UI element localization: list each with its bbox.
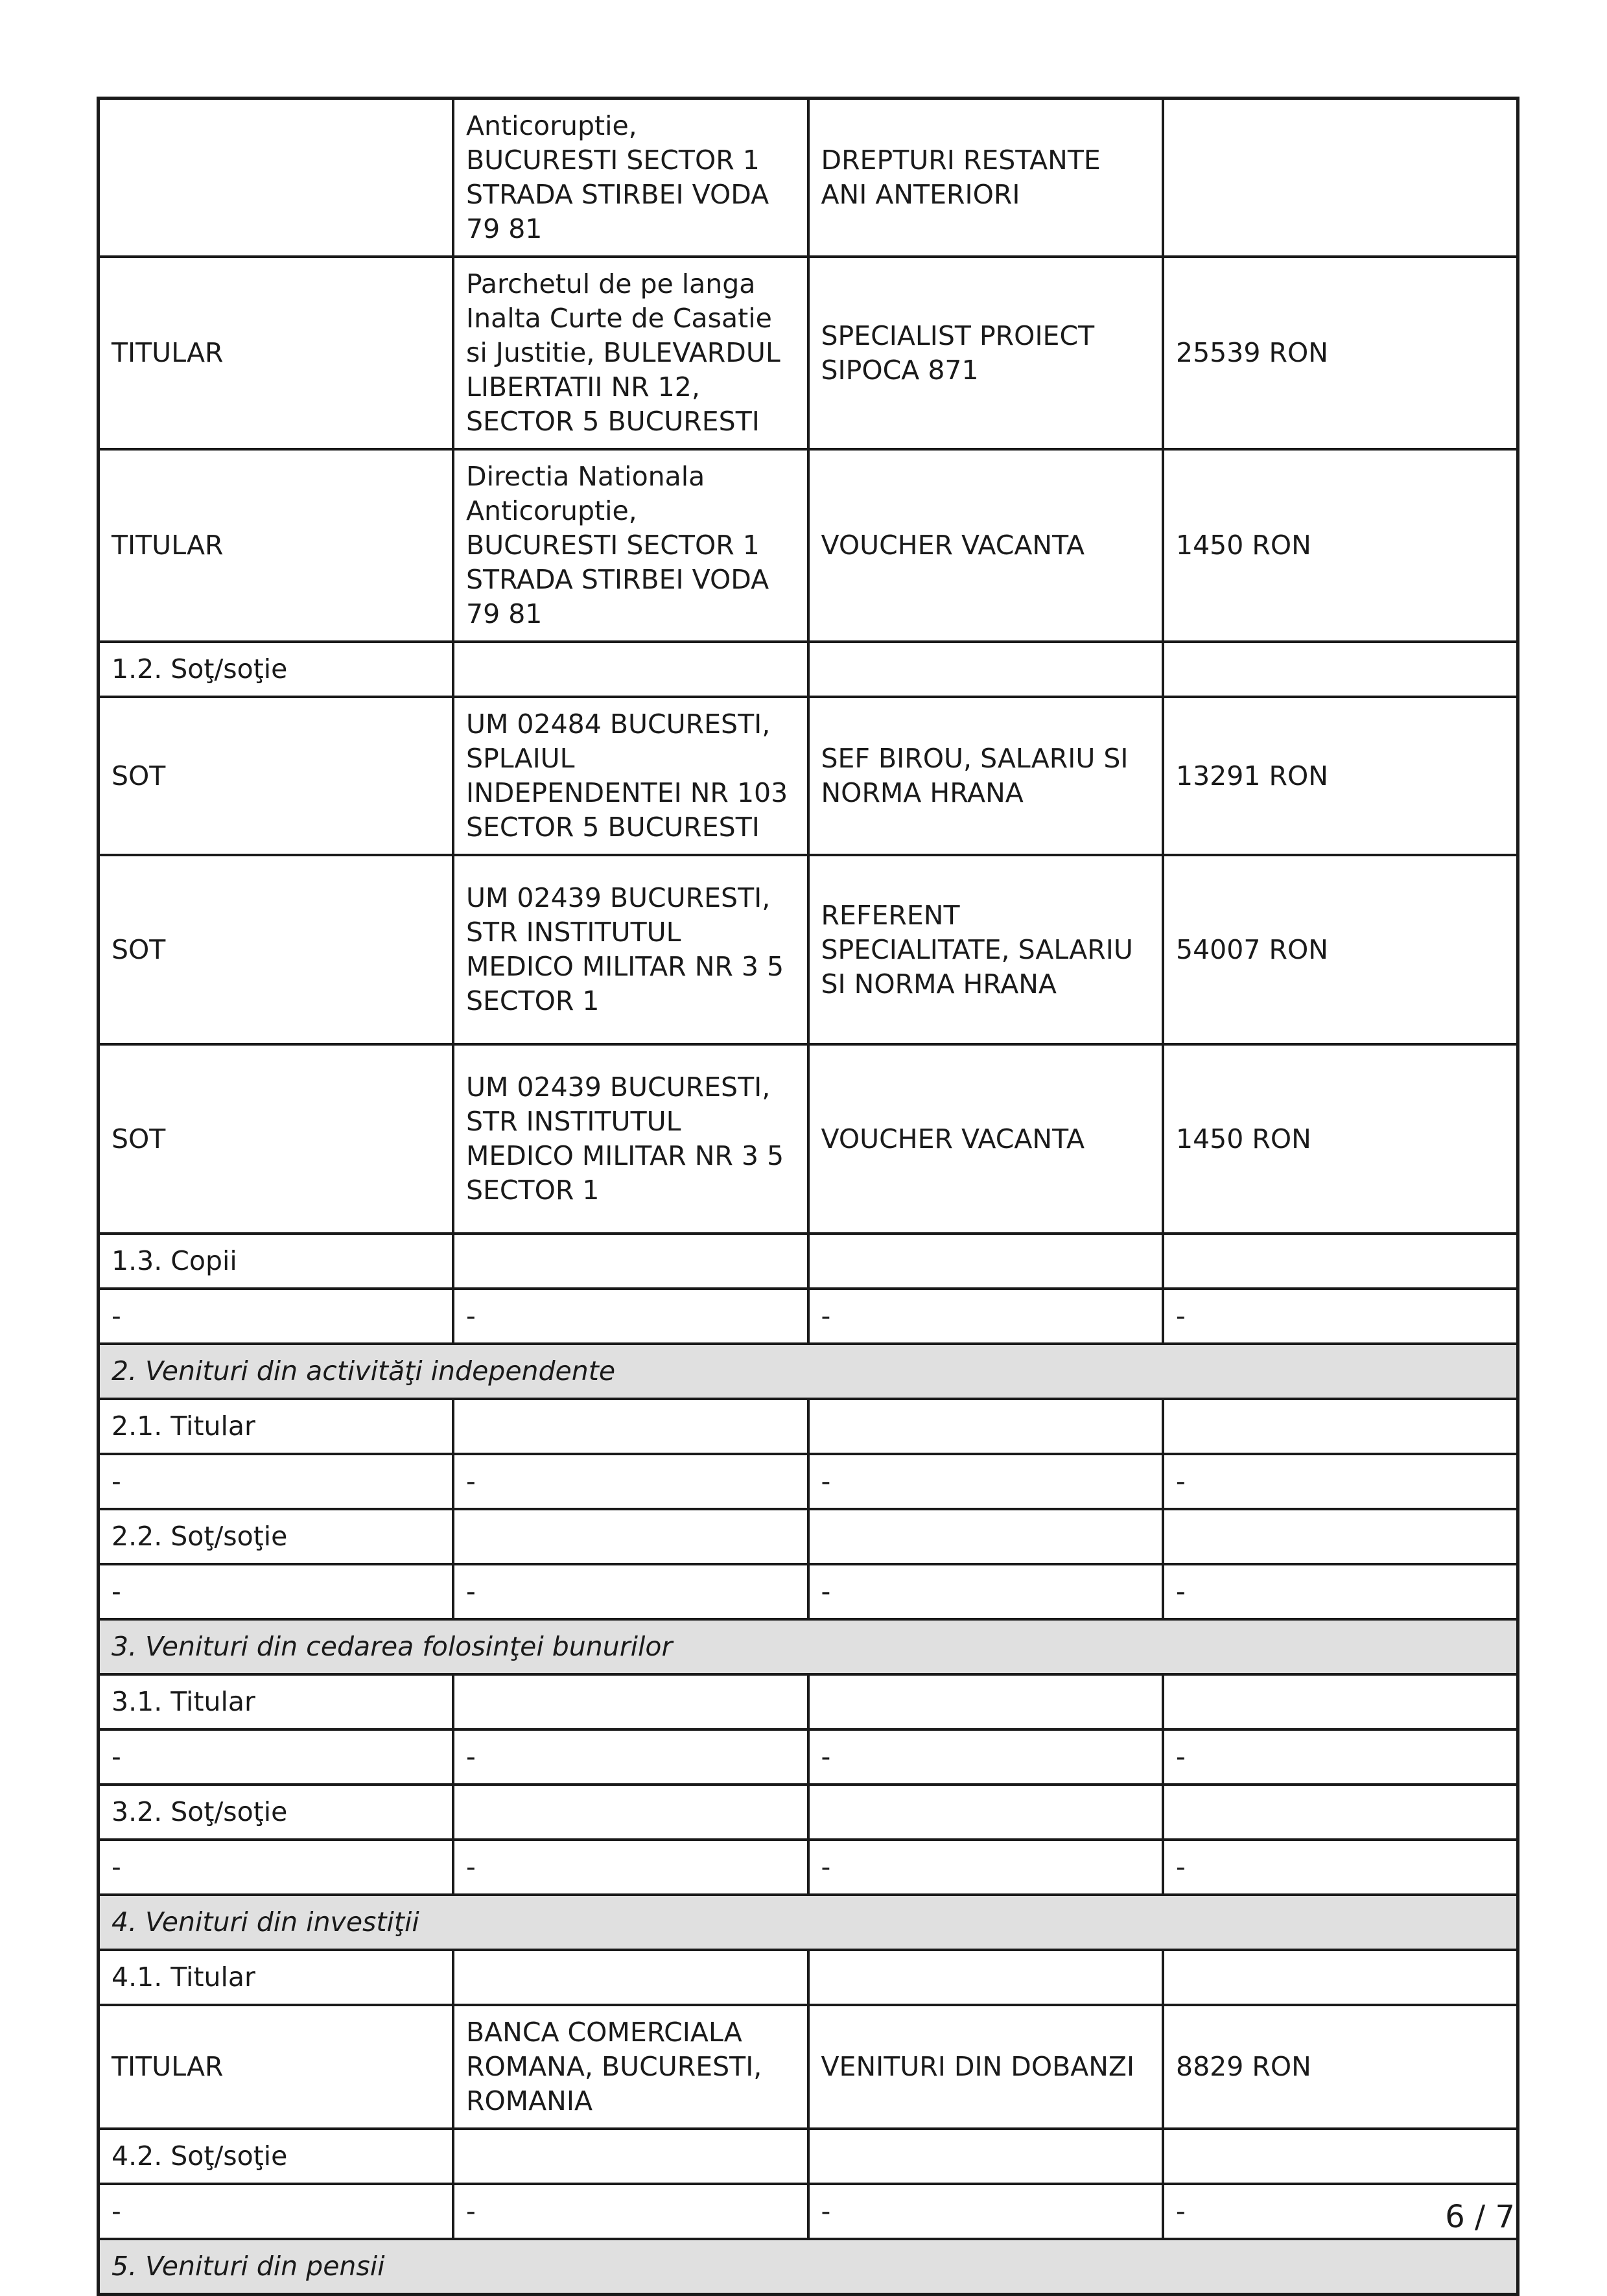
table-row [99, 1044, 1518, 1234]
subsection-row [99, 1234, 1518, 1289]
subsection-row [99, 1950, 1518, 2005]
section-heading-row [99, 1895, 1518, 1950]
amount-cell [1163, 99, 1518, 257]
source-cell: Directia Nationala Anticoruptie, BUCURESTI SECTOR 1 STRADA STIRBEI VODA 79 81 [453, 449, 808, 642]
source-cell [453, 1509, 808, 1564]
amount-cell: 1450 RON [1163, 449, 1518, 642]
amount-cell: 13291 RON [1163, 697, 1518, 855]
holder-cell: 4.2. Soţ/soţie [99, 2129, 454, 2184]
source-cell: - [453, 1729, 808, 1785]
amount-cell [1163, 1399, 1518, 1454]
holder-cell: - [99, 1840, 454, 1895]
section-heading-row [99, 1344, 1518, 1399]
service-cell [808, 2129, 1164, 2184]
amount-cell: 25539 RON [1163, 257, 1518, 449]
source-cell: - [453, 1454, 808, 1509]
amount-cell: - [1163, 1454, 1518, 1509]
amount-cell [1163, 1785, 1518, 1840]
service-cell [808, 1950, 1164, 2005]
source-cell: UM 02439 BUCURESTI, STR INSTITUTUL MEDICO MILITAR NR 3 5 SECTOR 1 [453, 855, 808, 1044]
holder-cell: 4.1. Titular [99, 1950, 454, 2005]
holder-cell: 1.3. Copii [99, 1234, 454, 1289]
holder-cell: 3.2. Soţ/soţie [99, 1785, 454, 1840]
source-cell: - [453, 1289, 808, 1344]
table-row [99, 697, 1518, 855]
service-cell: - [808, 1840, 1164, 1895]
source-cell: BANCA COMERCIALA ROMANA, BUCURESTI, ROMANIA [453, 2005, 808, 2129]
amount-cell: 54007 RON [1163, 855, 1518, 1044]
service-cell [808, 1399, 1164, 1454]
holder-cell: SOT [99, 697, 454, 855]
service-cell: DREPTURI RESTANTE ANI ANTERIORI [808, 99, 1164, 257]
holder-cell: TITULAR [99, 257, 454, 449]
page-number: 6 / 7 [1445, 2199, 1515, 2235]
income-table [97, 97, 1519, 2296]
section-heading-row [99, 1619, 1518, 1674]
subsection-row [99, 1509, 1518, 1564]
holder-cell: SOT [99, 1044, 454, 1234]
subsection-row [99, 2129, 1518, 2184]
holder-cell: - [99, 1564, 454, 1619]
service-cell: SPECIALIST PROIECT SIPOCA 871 [808, 257, 1164, 449]
table-row [99, 99, 1518, 257]
source-cell [453, 2129, 808, 2184]
service-cell: VOUCHER VACANTA [808, 449, 1164, 642]
service-cell [808, 642, 1164, 697]
table-row [99, 1454, 1518, 1509]
table-row [99, 449, 1518, 642]
source-cell: Parchetul de pe langa Inalta Curte de Casatie si Justitie, BULEVARDUL LIBERTATII NR 12, SECTOR 5 BUCURESTI [453, 257, 808, 449]
source-cell [453, 1674, 808, 1729]
service-cell: VOUCHER VACANTA [808, 1044, 1164, 1234]
service-cell: VENITURI DIN DOBANZI [808, 2005, 1164, 2129]
source-cell: Anticoruptie, BUCURESTI SECTOR 1 STRADA STIRBEI VODA 79 81 [453, 99, 808, 257]
source-cell [453, 1950, 808, 2005]
source-cell [453, 1234, 808, 1289]
holder-cell: 2.2. Soţ/soţie [99, 1509, 454, 1564]
table-row [99, 1840, 1518, 1895]
amount-cell: 8829 RON [1163, 2005, 1518, 2129]
holder-cell: - [99, 2184, 454, 2239]
amount-cell: - [1163, 2184, 1518, 2239]
holder-cell: 3.1. Titular [99, 1674, 454, 1729]
holder-cell: TITULAR [99, 2005, 454, 2129]
source-cell [453, 642, 808, 697]
service-cell: - [808, 1729, 1164, 1785]
service-cell [808, 1234, 1164, 1289]
amount-cell [1163, 1950, 1518, 2005]
amount-cell [1163, 1674, 1518, 1729]
amount-cell [1163, 1234, 1518, 1289]
service-cell: - [808, 1454, 1164, 1509]
section-heading: 5. Venituri din pensii [99, 2239, 1518, 2295]
income-table-body [99, 99, 1518, 2295]
amount-cell [1163, 642, 1518, 697]
service-cell [808, 1509, 1164, 1564]
holder-cell: TITULAR [99, 449, 454, 642]
source-cell [453, 1785, 808, 1840]
service-cell: - [808, 2184, 1164, 2239]
subsection-row [99, 642, 1518, 697]
amount-cell [1163, 1509, 1518, 1564]
amount-cell: - [1163, 1564, 1518, 1619]
section-heading: 4. Venituri din investiţii [99, 1895, 1518, 1950]
amount-cell: 1450 RON [1163, 1044, 1518, 1234]
source-cell: - [453, 2184, 808, 2239]
table-row [99, 1289, 1518, 1344]
source-cell [453, 1399, 808, 1454]
table-row [99, 2184, 1518, 2239]
table-row [99, 1729, 1518, 1785]
source-cell: UM 02439 BUCURESTI, STR INSTITUTUL MEDICO MILITAR NR 3 5 SECTOR 1 [453, 1044, 808, 1234]
table-row [99, 1564, 1518, 1619]
table-row [99, 2005, 1518, 2129]
amount-cell: - [1163, 1729, 1518, 1785]
holder-cell: 2.1. Titular [99, 1399, 454, 1454]
section-heading: 3. Venituri din cedarea folosinţei bunurilor [99, 1619, 1518, 1674]
service-cell: REFERENT SPECIALITATE, SALARIU SI NORMA HRANA [808, 855, 1164, 1044]
source-cell: - [453, 1564, 808, 1619]
subsection-row [99, 1785, 1518, 1840]
service-cell: SEF BIROU, SALARIU SI NORMA HRANA [808, 697, 1164, 855]
section-heading: 2. Venituri din activităţi independente [99, 1344, 1518, 1399]
table-row [99, 257, 1518, 449]
amount-cell: - [1163, 1840, 1518, 1895]
subsection-row [99, 1399, 1518, 1454]
source-cell: - [453, 1840, 808, 1895]
service-cell [808, 1674, 1164, 1729]
holder-cell: - [99, 1454, 454, 1509]
service-cell: - [808, 1289, 1164, 1344]
holder-cell [99, 99, 454, 257]
source-cell: UM 02484 BUCURESTI, SPLAIUL INDEPENDENTEI NR 103 SECTOR 5 BUCURESTI [453, 697, 808, 855]
amount-cell [1163, 2129, 1518, 2184]
table-row [99, 855, 1518, 1044]
holder-cell: 1.2. Soţ/soţie [99, 642, 454, 697]
service-cell [808, 1785, 1164, 1840]
amount-cell: - [1163, 1289, 1518, 1344]
holder-cell: - [99, 1729, 454, 1785]
holder-cell: - [99, 1289, 454, 1344]
subsection-row [99, 1674, 1518, 1729]
holder-cell: SOT [99, 855, 454, 1044]
service-cell: - [808, 1564, 1164, 1619]
section-heading-row [99, 2239, 1518, 2295]
